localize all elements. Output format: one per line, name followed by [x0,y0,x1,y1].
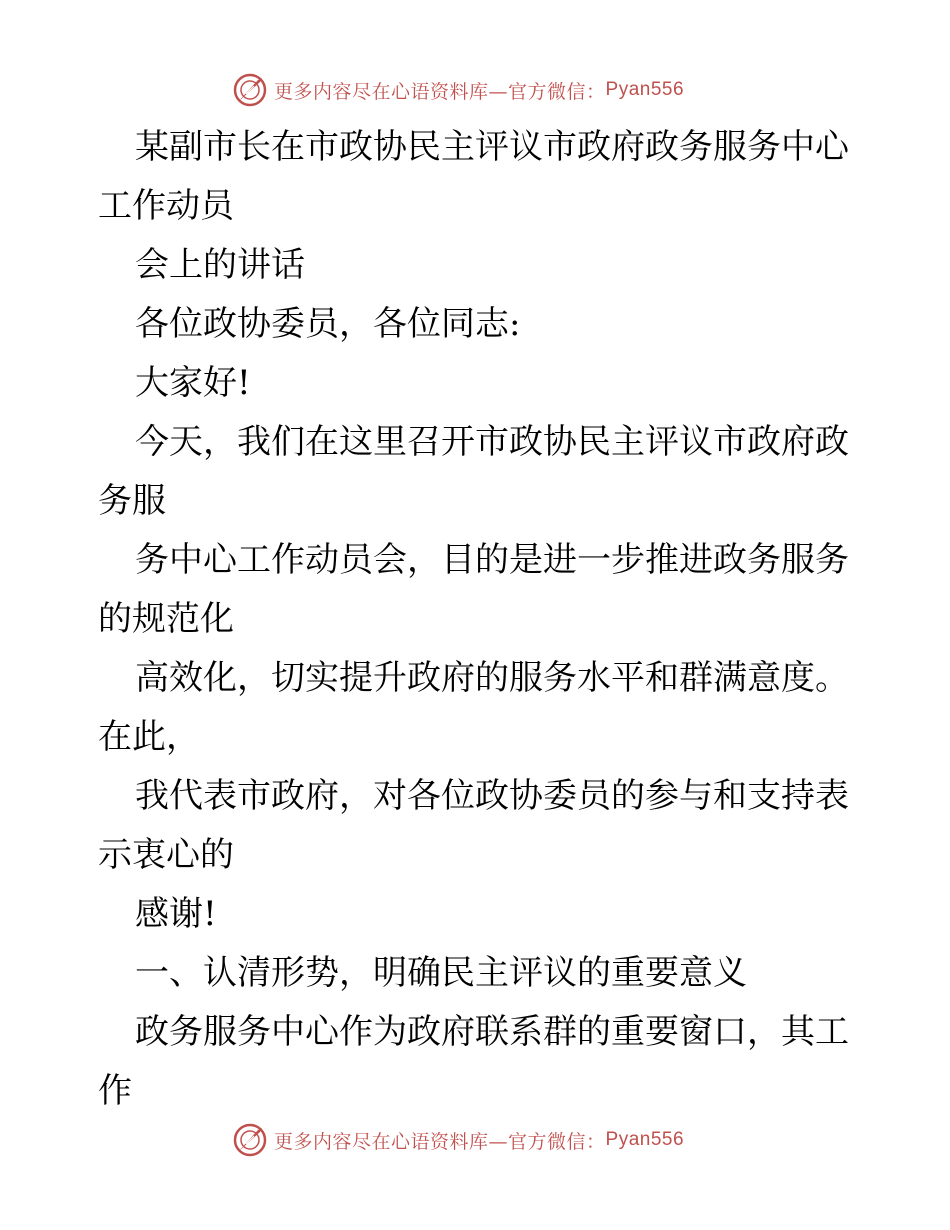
paragraph-line: 我代表市政府，对各位政协委员的参与和支持表 [135,776,849,816]
header-banner [232,70,752,110]
paragraph-line: 示衷心的 [98,835,234,875]
paragraph-line: 在此， [98,717,200,757]
paragraph-line: 务服 [98,481,166,521]
footer-wechat-id: Pyan556 [605,1129,685,1150]
footer-banner [232,1120,752,1160]
salutation: 各位政协委员，各位同志: [135,304,521,344]
paragraph-line: 作 [98,1071,132,1111]
header-banner-text: 更多内容尽在心语资料库—官方微信： [274,80,606,103]
paragraph-line: 高效化，切实提升政府的服务水平和群满意度。 [135,658,849,698]
paragraph-line: 的规范化 [98,599,234,639]
title-line-2: 工作动员 [98,186,234,226]
paragraph-line: 政务服务中心作为政府联系群的重要窗口，其工 [135,1012,849,1052]
paragraph-line: 务中心工作动员会，目的是进一步推进政务服务 [135,540,849,580]
quill-circle-icon [232,1122,268,1158]
footer-banner-text: 更多内容尽在心语资料库—官方微信： [274,1130,606,1153]
title-line-3: 会上的讲话 [135,245,305,285]
section-heading: 一、认清形势，明确民主评议的重要意义 [135,953,747,993]
header-wechat-id: Pyan556 [605,79,685,100]
paragraph-line: 今天，我们在这里召开市政协民主评议市政府政 [135,422,849,462]
greeting: 大家好! [135,363,251,403]
paragraph-line: 感谢! [135,894,217,934]
title-line-1: 某副市长在市政协民主评议市政府政务服务中心 [135,127,849,167]
document-body [98,118,858,1121]
quill-circle-icon [232,72,268,108]
